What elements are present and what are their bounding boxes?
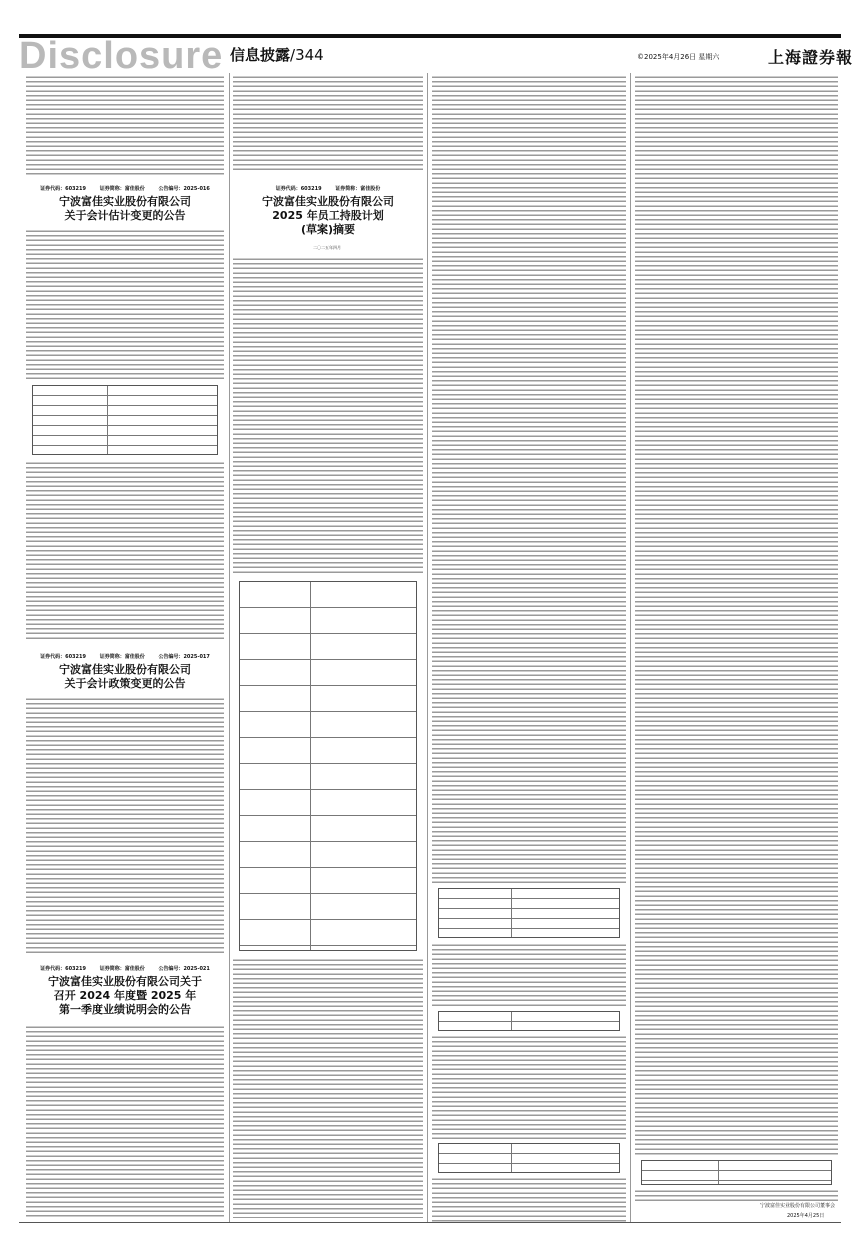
data-table	[438, 1011, 620, 1031]
body-text	[233, 257, 423, 574]
column-divider	[630, 73, 631, 1223]
title-line: 宁波富佳实业股份有限公司	[262, 195, 394, 208]
body-text	[233, 75, 423, 170]
title-line: 2025 年员工持股计划	[272, 209, 384, 222]
announcement-code: 证券代码：603219 证券简称：富佳股份	[275, 186, 381, 192]
body-text	[26, 1025, 224, 1218]
middle-column	[233, 73, 423, 1223]
body-text	[26, 697, 224, 955]
announcement-code: 证券代码：603219 证券简称：富佳股份 公告编号：2025-021	[40, 966, 210, 972]
fourth-column	[635, 73, 838, 1223]
column-divider	[427, 73, 428, 1223]
body-text	[26, 75, 224, 175]
title-line: 宁波富佳实业股份有限公司	[59, 663, 191, 676]
title-line: 召开 2024 年度暨 2025 年	[53, 989, 197, 1002]
body-text	[26, 229, 224, 379]
title-line: 宁波富佳实业股份有限公司	[59, 195, 191, 208]
section-title	[230, 44, 324, 65]
body-text	[432, 943, 626, 1008]
footer-company: 宁波富佳实业股份有限公司董事会	[760, 1203, 836, 1209]
left-column	[26, 73, 224, 1223]
title-line: 关于会计估计变更的公告	[64, 209, 186, 222]
announcement-title	[26, 975, 224, 1017]
body-text	[233, 958, 423, 1218]
data-table	[641, 1160, 832, 1185]
column-divider	[229, 73, 230, 1223]
issue-date: ©2025年4月26日 星期六	[637, 53, 720, 61]
page-number: /344	[290, 46, 324, 64]
newspaper-masthead: 上海證券報	[768, 48, 854, 67]
title-line: 第一季度业绩说明会的公告	[59, 1003, 191, 1016]
announcement-title	[26, 663, 224, 691]
data-table	[32, 385, 218, 455]
title-line: (草案)摘要	[300, 223, 356, 236]
body-text	[432, 75, 626, 885]
footer-rule	[19, 1222, 841, 1223]
footer-date: 2025年4月25日	[787, 1213, 825, 1219]
header-rule	[19, 34, 841, 38]
data-table	[438, 888, 620, 938]
definitions-table	[239, 581, 417, 951]
body-text	[26, 461, 224, 641]
plan-date: 二〇二五年四月	[313, 245, 341, 250]
announcement-title	[233, 195, 423, 237]
body-text	[635, 75, 838, 1155]
title-line: 宁波富佳实业股份有限公司关于	[48, 975, 202, 988]
data-table	[438, 1143, 620, 1173]
disclosure-logo: Disclosure	[19, 40, 224, 72]
body-text	[432, 1035, 626, 1140]
section-name: 信息披露	[230, 46, 291, 64]
third-column	[432, 73, 626, 1223]
announcement-code: 证券代码：603219 证券简称：富佳股份 公告编号：2025-016	[40, 186, 210, 192]
title-line: 关于会计政策变更的公告	[64, 677, 186, 690]
announcement-code: 证券代码：603219 证券简称：富佳股份 公告编号：2025-017	[40, 654, 210, 660]
body-text	[432, 1177, 626, 1222]
announcement-title	[26, 195, 224, 223]
body-text	[635, 1189, 838, 1201]
